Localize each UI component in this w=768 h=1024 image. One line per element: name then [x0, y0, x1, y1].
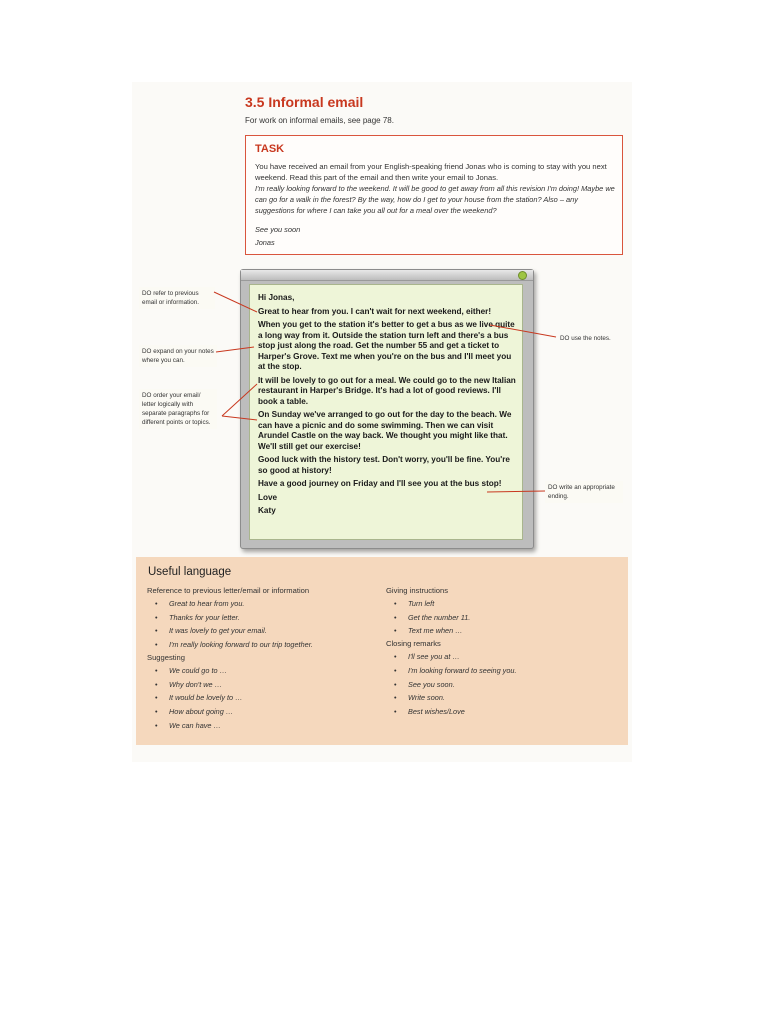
- section-title: 3.5 Informal email: [245, 94, 364, 110]
- phrase-item: • Great to hear from you.: [155, 597, 377, 611]
- useful-language-box: [136, 557, 628, 745]
- connector-line: [222, 384, 257, 416]
- phrase-item: • We could go to …: [155, 664, 377, 678]
- note-expand: DO expand on your notes where you can.: [139, 345, 217, 367]
- phrase-list: [147, 664, 377, 733]
- phrase-item: • It would be lovely to …: [155, 691, 377, 705]
- connector-line: [490, 325, 556, 337]
- phrase-item: • How about going …: [155, 705, 377, 719]
- connector-line: [487, 491, 545, 492]
- useful-language-title: Useful language: [148, 566, 232, 578]
- connector-line: [222, 416, 257, 420]
- connector-line: [214, 292, 257, 312]
- phrase-item: • I'm really looking forward to our trip together.: [155, 638, 377, 652]
- phrase-item: • Get the number 11.: [394, 611, 616, 625]
- task-signoff: See you soon: [255, 225, 301, 234]
- note-order: DO order your email/ letter logically with separate paragraphs for different points or topics.: [139, 389, 217, 429]
- group-heading: Suggesting: [147, 652, 185, 662]
- phrase-item: • Text me when …: [394, 624, 616, 638]
- email-signature: Katy: [258, 506, 276, 515]
- phrase-item: • We can have …: [155, 719, 377, 733]
- note-refer: DO refer to previous email or information.: [139, 287, 215, 309]
- email-greeting: Hi Jonas,: [258, 293, 295, 302]
- phrase-item: • Turn left: [394, 597, 616, 611]
- phrase-list: [147, 597, 377, 652]
- note-use-notes: DO use the notes.: [560, 335, 611, 342]
- email-paragraph: Have a good journey on Friday and I'll see you at the bus stop!: [258, 479, 502, 488]
- task-sender-name: Jonas: [255, 238, 275, 247]
- group-heading: Reference to previous letter/email or information: [147, 586, 310, 595]
- task-instructions: You have received an email from your English-speaking friend Jonas who is coming to stay with you next weekend. Read this part of the email and then write your email to Jonas.: [255, 162, 607, 182]
- task-email-quote: I'm really looking forward to the weekend. It will be good to get away from all this revision I'm doing! Maybe we can go for a walk in the forest? By the way, how do I get to your house from the station? Also – any suggestions for where I can take you all out for a meal over the weekend?: [255, 184, 615, 215]
- email-paragraph: It will be lovely to go out for a meal. We could go to the new Italian restaurant in Harper's Bridge. It's had a lot of good reviews. I'll book a table.: [258, 375, 516, 406]
- phrase-item: • It was lovely to get your email.: [155, 624, 377, 638]
- phrase-item: • Write soon.: [394, 691, 616, 705]
- email-paragraph: When you get to the station it's better to get a bus as we live quite a long way from it. Outside the station turn left and there's a bus stop just along the road. Get the number 55 and get a ticket to Harper's Grove. Text me when you're on the bus and I'll meet you at the stop.: [258, 320, 515, 371]
- task-heading: TASK: [255, 143, 285, 155]
- phrase-item: • See you soon.: [394, 678, 616, 692]
- phrase-item: • Why don't we …: [155, 678, 377, 692]
- useful-language-left-column: [147, 585, 377, 732]
- note-ending: DO write an appropriate ending.: [545, 481, 623, 503]
- group-heading: Giving instructions: [386, 586, 449, 595]
- section-subtitle: For work on informal emails, see page 78.: [245, 116, 394, 125]
- group-heading: Closing remarks: [386, 639, 441, 649]
- useful-language-right-column: [386, 585, 616, 719]
- phrase-list: [386, 597, 616, 638]
- connector-line: [216, 347, 254, 352]
- phrase-list: [386, 650, 616, 719]
- email-paragraph: On Sunday we've arranged to go out for the day to the beach. We can have a picnic and do some swimming. Then we can visit Arundel Castle on the way back. We thought you might like that. We'll still get our exercise!: [258, 410, 512, 451]
- phrase-item: • Thanks for your letter.: [155, 611, 377, 625]
- phrase-item: • I'm looking forward to seeing you.: [394, 664, 616, 678]
- email-paragraph: Great to hear from you. I can't wait for next weekend, either!: [258, 306, 492, 316]
- email-closing: Love: [258, 492, 278, 502]
- phrase-item: • I'll see you at …: [394, 650, 616, 664]
- email-paragraph: Good luck with the history test. Don't worry, you'll be fine. You're so good at history!: [258, 455, 510, 475]
- phrase-item: • Best wishes/Love: [394, 705, 616, 719]
